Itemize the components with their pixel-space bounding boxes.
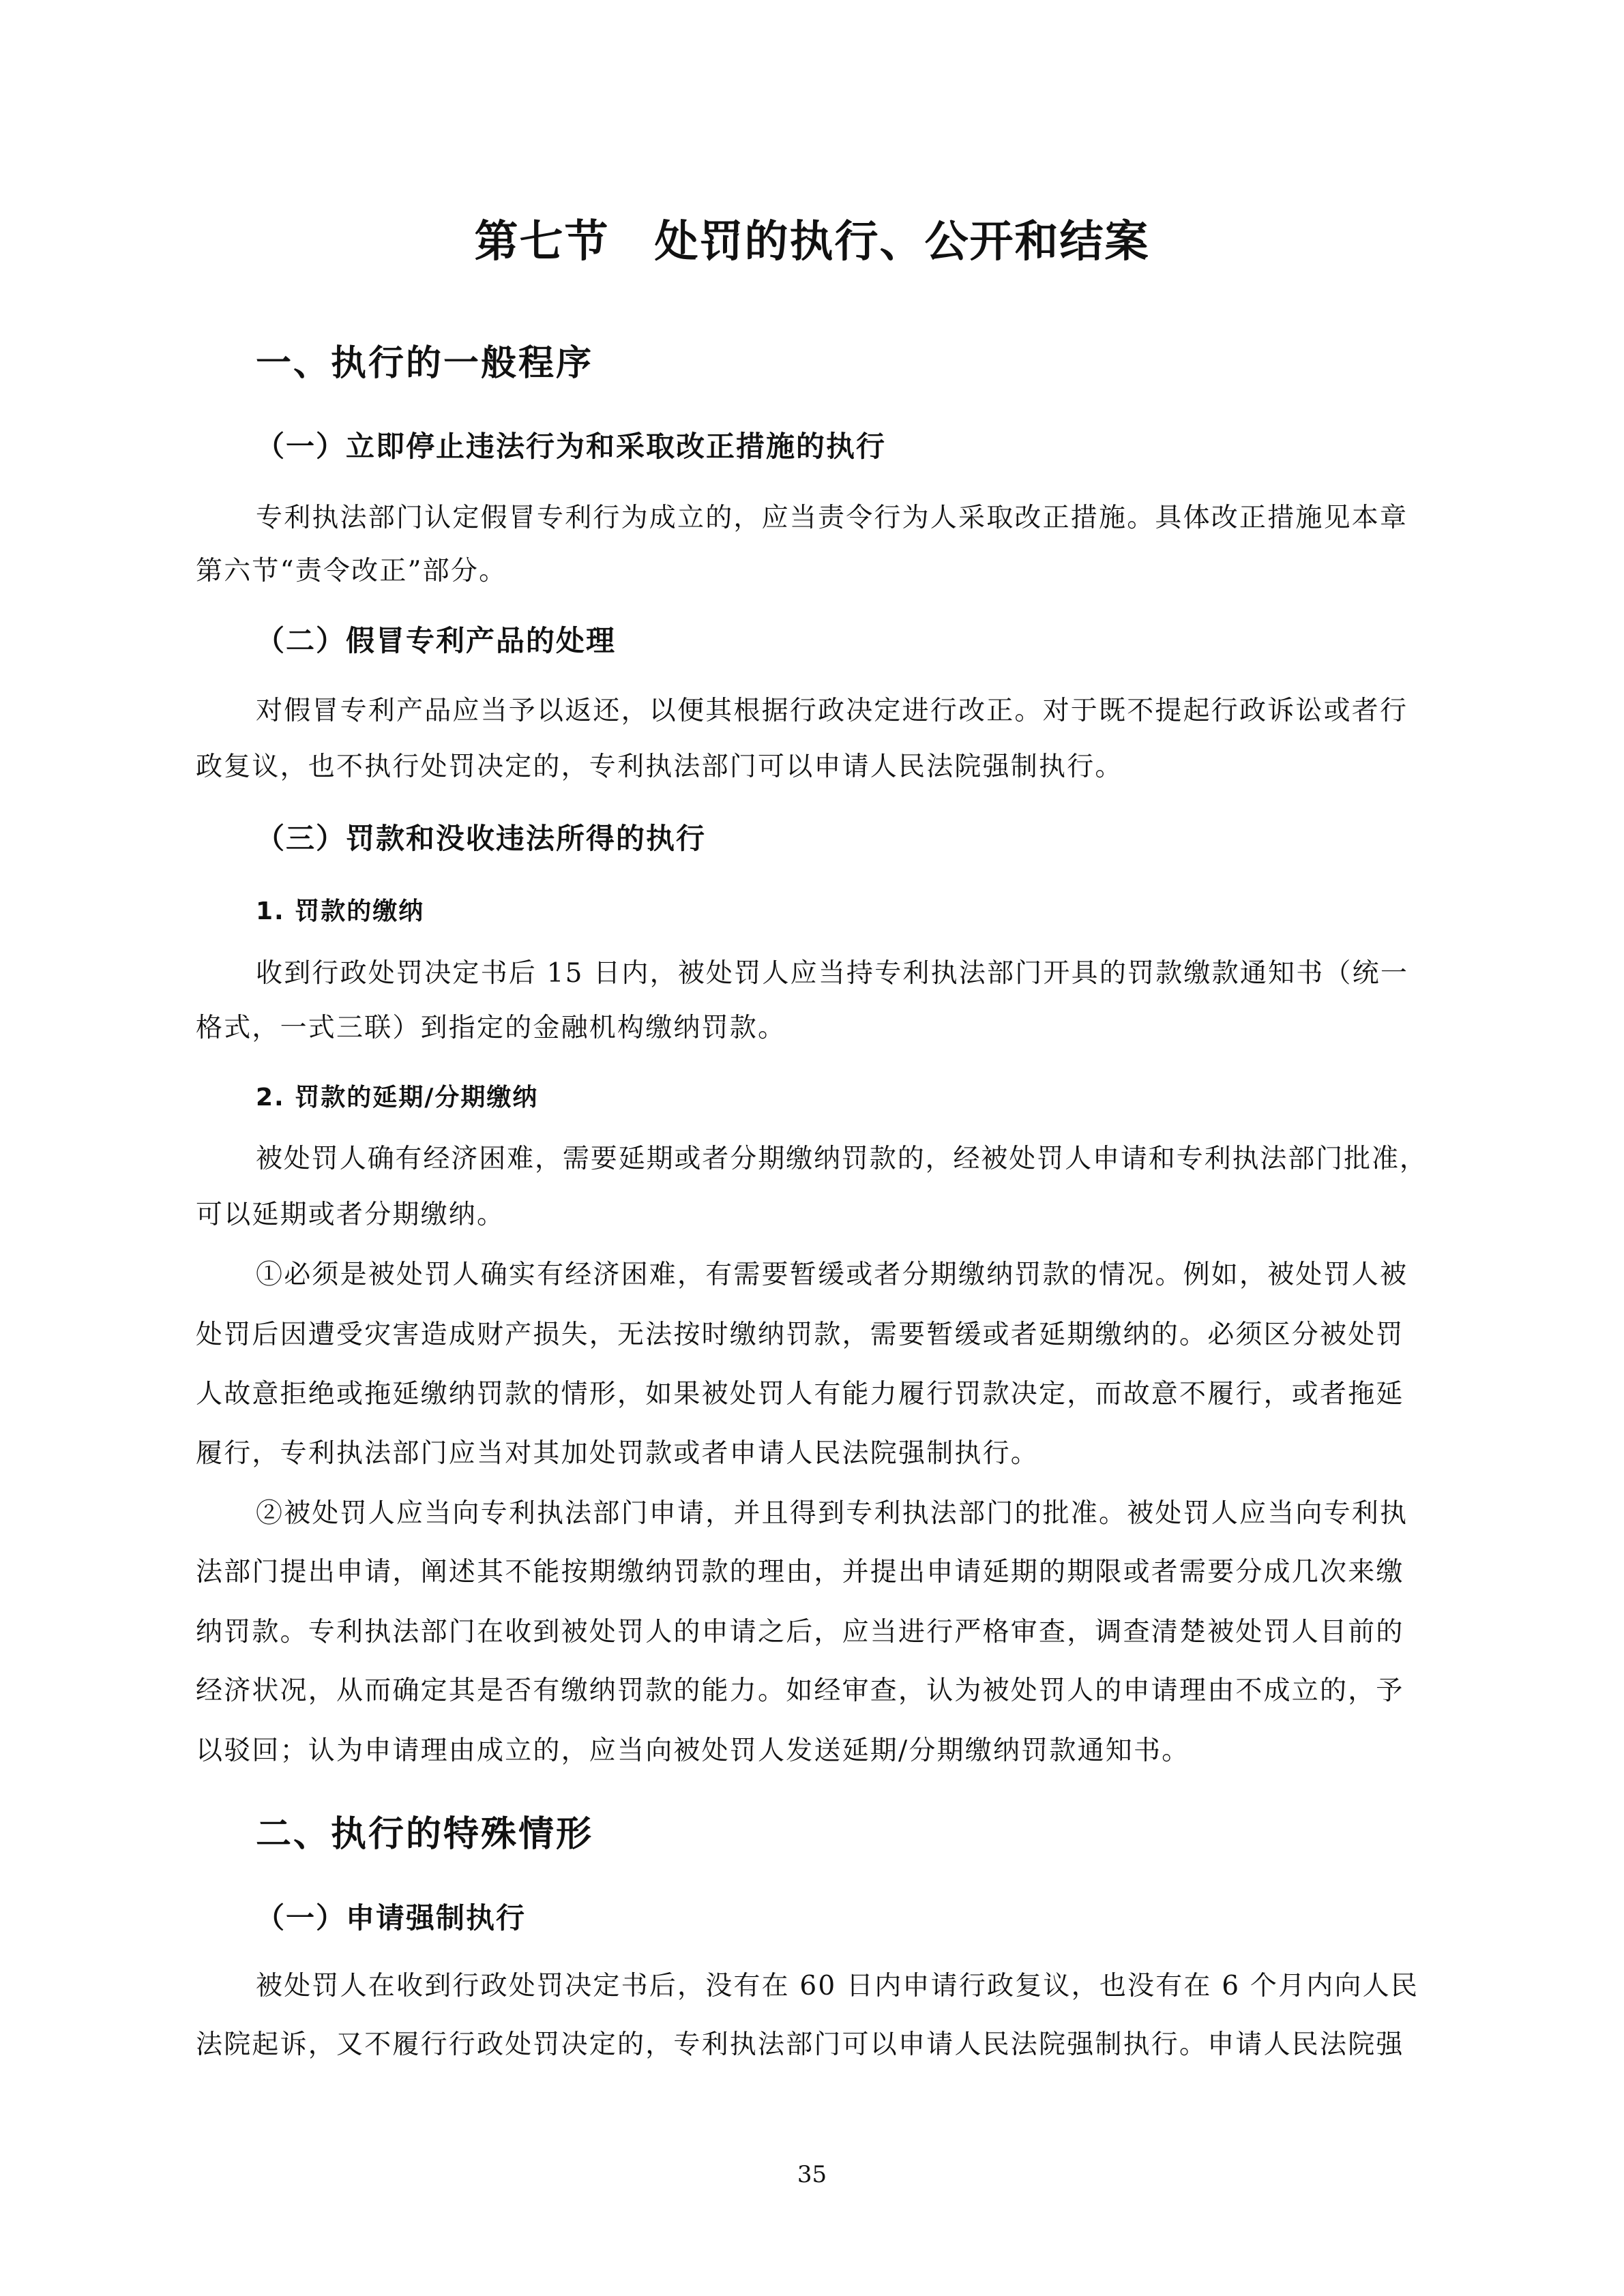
paragraph-line: 法院起诉，又不履行行政处罚决定的，专利执法部门可以申请人民法院强制执行。申请人民法院强 bbox=[196, 2029, 1404, 2060]
paragraph-line: 履行，专利执法部门应当对其加处罚款或者申请人民法院强制执行。 bbox=[196, 1438, 1039, 1469]
item-heading-deferred-payment: 2. 罚款的延期/分期缴纳 bbox=[256, 1084, 539, 1112]
paragraph-line: 纳罚款。专利执法部门在收到被处罚人的申请之后，应当进行严格审查，调查清楚被处罚人目前的 bbox=[196, 1617, 1404, 1648]
item-heading-fine-payment: 1. 罚款的缴纳 bbox=[256, 897, 425, 925]
paragraph-line: 收到行政处罚决定书后 15 日内，被处罚人应当持专利执法部门开具的罚款缴款通知书（统一 bbox=[256, 958, 1409, 989]
paragraph-line: 可以延期或者分期缴纳。 bbox=[196, 1199, 505, 1230]
paragraph-line: 经济状况，从而确定其是否有缴纳罚款的能力。如经审查，认为被处罚人的申请理由不成立的，予 bbox=[196, 1675, 1404, 1706]
section-heading-general-procedure: 一、执行的一般程序 bbox=[256, 343, 594, 384]
paragraph-line: 以驳回；认为申请理由成立的，应当向被处罚人发送延期/分期缴纳罚款通知书。 bbox=[196, 1735, 1190, 1766]
paragraph-line: 第六节“责令改正”部分。 bbox=[196, 556, 507, 586]
paragraph-line: 处罚后因遭受灾害造成财产损失，无法按时缴纳罚款，需要暂缓或者延期缴纳的。必须区分被处罚 bbox=[196, 1320, 1404, 1350]
page-number: 35 bbox=[797, 2161, 827, 2188]
paragraph-line: 专利执法部门认定假冒专利行为成立的，应当责令行为人采取改正措施。具体改正措施见本章 bbox=[256, 503, 1408, 533]
paragraph-line: 政复议，也不执行处罚决定的，专利执法部门可以申请人民法院强制执行。 bbox=[196, 751, 1123, 782]
paragraph-line: ②被处罚人应当向专利执法部门申请，并且得到专利执法部门的批准。被处罚人应当向专利执 bbox=[256, 1498, 1408, 1529]
paragraph-line: 法部门提出申请，阐述其不能按期缴纳罚款的理由，并提出申请延期的期限或者需要分成几次来缴 bbox=[196, 1557, 1404, 1587]
paragraph-line: 对假冒专利产品应当予以返还，以便其根据行政决定进行改正。对于既不提起行政诉讼或者行 bbox=[256, 696, 1408, 726]
section-heading-special-cases: 二、执行的特殊情形 bbox=[256, 1814, 594, 1855]
paragraph-line: 人故意拒绝或拖延缴纳罚款的情形，如果被处罚人有能力履行罚款决定，而故意不履行，或者拖延 bbox=[196, 1379, 1404, 1410]
subsection-heading-stop-and-correct: （一）立即停止违法行为和采取改正措施的执行 bbox=[256, 430, 887, 463]
paragraph-line: ①必须是被处罚人确实有经济困难，有需要暂缓或者分期缴纳罚款的情况。例如，被处罚人被 bbox=[256, 1259, 1408, 1290]
paragraph-line: 被处罚人确有经济困难，需要延期或者分期缴纳罚款的，经被处罚人申请和专利执法部门批准， bbox=[256, 1144, 1428, 1174]
subsection-heading-counterfeit-products: （二）假冒专利产品的处理 bbox=[256, 624, 617, 657]
subsection-heading-compulsory-enforcement: （一）申请强制执行 bbox=[256, 1901, 527, 1935]
subsection-heading-fines-execution: （三）罚款和没收违法所得的执行 bbox=[256, 822, 707, 855]
paragraph-line: 被处罚人在收到行政处罚决定书后，没有在 60 日内申请行政复议，也没有在 6 个月内向人民 bbox=[256, 1971, 1419, 2001]
page-title: 第七节 处罚的执行、公开和结案 bbox=[474, 217, 1150, 267]
paragraph-line: 格式，一式三联）到指定的金融机构缴纳罚款。 bbox=[196, 1013, 786, 1043]
